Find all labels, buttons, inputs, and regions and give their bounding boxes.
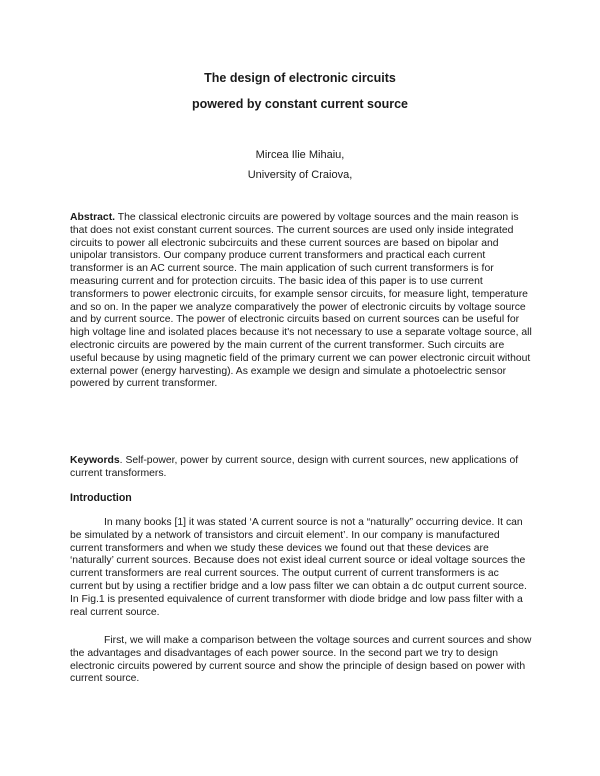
introduction-paragraph-2: First, we will make a comparison between the voltage sources and current sources and show the advantages and disadvantages of each power source. In the second part we try to design electronic circuits powered by current source and show the principle of design based on power with current source.: [70, 635, 532, 685]
paper-title-line-1: The design of electronic circuits: [204, 71, 396, 85]
keywords-text: . Self-power, power by current source, design with current sources, new applications of current transformers.: [70, 455, 519, 479]
keywords-label: Keywords: [70, 455, 120, 466]
abstract: [70, 212, 532, 391]
abstract-text: The classical electronic circuits are powered by voltage sources and the main reason is that does not exist constant current sources. The current sources are used only inside integrated circuits to power all electronic subcircuits and these current sources are based on bipolar and unipolar transistors. Our company produce current transformers and practical each current transformer is an AC current source. The main application of such current transformers is for measuring current and for protection circuits. The basic idea of this paper is to use current transformers to power electronic circuits, for example sensor circuits, for measure light, temperature and so on. In the paper we analyze comparatively the power of electronic circuits by voltage source and by current source. The power of electronic circuits based on current sources can be useful for high voltage line and isolated places because it's not necessary to use a separate voltage source, all electronic circuits are powered by the main current of the current transformer. Such circuits are useful because by using magnetic field of the primary current we can power electronic circuit without external power (energy harvesting). As example we design and simulate a photoelectric sensor powered by current transformer.: [70, 212, 532, 390]
author-affiliation: University of Craiova,: [247, 169, 353, 181]
introduction-paragraph-1: In many books [1] it was stated ‘A current source is not a “naturally” occurring device. It can be simulated by a network of transistors and circuit element’. In our company is manufactured current transformers and when we study these devices we found out that these devices are ‘naturally’ current sources. Because does not exist ideal current source or ideal voltage sources the current transformers are real current sources. The output current of current transformers is ac current but by using a rectifier bridge and a low pass filter we can obtain a dc output current source. In Fig.1 is presented equivalence of current transformer with diode bridge and low pass filter with a real current source.: [70, 517, 527, 618]
author-name: Mircea Ilie Mihaiu,: [255, 149, 345, 161]
paper-title-line-2: powered by constant current source: [191, 97, 409, 111]
abstract-label: Abstract.: [70, 212, 116, 223]
keywords: [70, 455, 532, 481]
introduction-heading: Introduction: [70, 492, 132, 504]
